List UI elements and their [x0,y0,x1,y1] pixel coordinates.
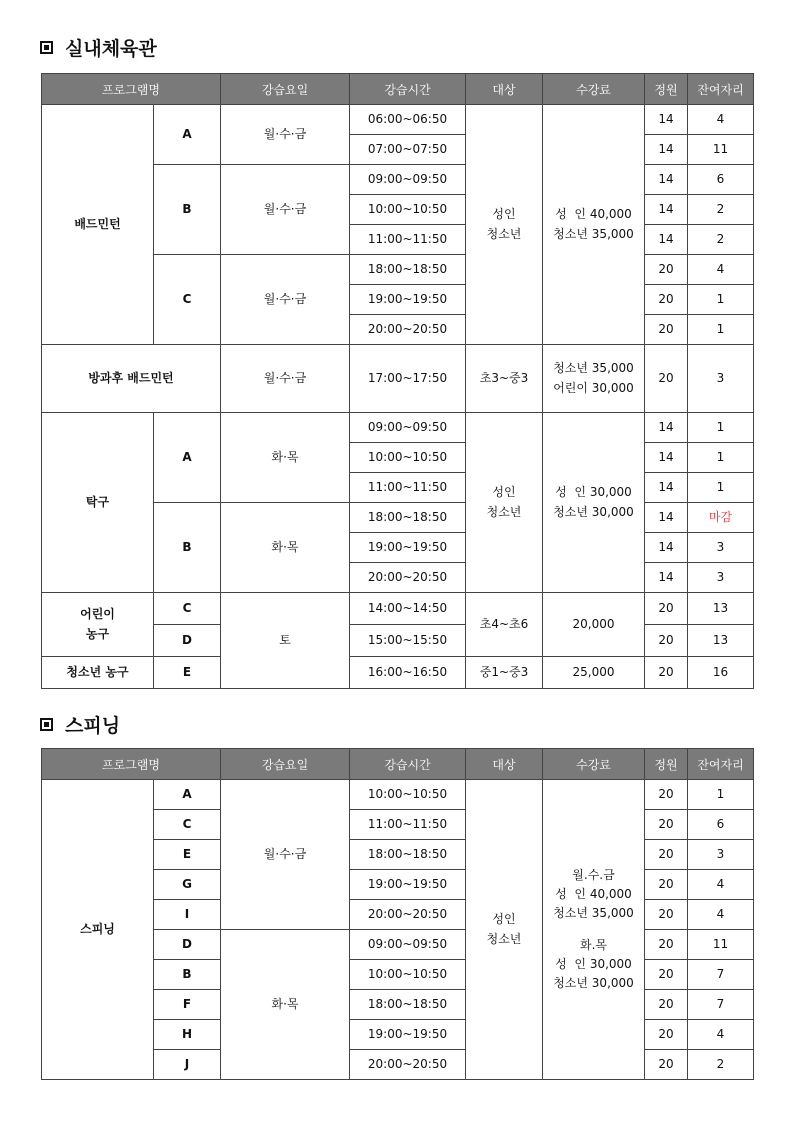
program-name-line: 어린이 [80,607,115,622]
capacity: 14 [645,443,688,473]
remaining: 3 [688,840,754,870]
fee-line: 월.수.금 [572,867,615,882]
remaining: 11 [688,930,754,960]
remaining: 6 [688,165,754,195]
remaining: 4 [688,870,754,900]
section-title-gym [40,34,157,61]
capacity: 14 [645,165,688,195]
remaining: 1 [688,780,754,810]
remaining: 2 [688,195,754,225]
program-name-spinning: 스피닝 [42,780,154,1080]
class-time: 19:00~19:50 [350,1020,466,1050]
capacity: 20 [645,1050,688,1080]
square-bullet-icon [40,718,53,731]
target-line: 성인 [492,912,516,927]
program-name-teen-basketball: 청소년 농구 [42,657,154,689]
class-days: 월·수·금 [221,255,350,345]
class-time: 11:00~11:50 [350,225,466,255]
class-code: C [154,810,221,840]
capacity: 14 [645,135,688,165]
target-cell: 초4~초6 [466,593,543,657]
fee-cell [543,413,645,593]
class-code: J [154,1050,221,1080]
section-title-text: 실내체육관 [65,38,157,60]
target-line: 청소년 [486,504,522,519]
class-time: 14:00~14:50 [350,593,466,625]
fee-line: 성 인 30,000 [555,485,632,500]
capacity: 20 [645,870,688,900]
target-line: 성인 [492,485,516,500]
capacity: 20 [645,810,688,840]
class-time: 10:00~10:50 [350,195,466,225]
program-name-tabletennis: 탁구 [42,413,154,593]
capacity: 20 [645,315,688,345]
remaining: 4 [688,1020,754,1050]
remaining: 2 [688,225,754,255]
header-remaining: 잔여자리 [688,749,754,780]
capacity: 14 [645,563,688,593]
fee-line: 성 인 40,000 [555,887,632,902]
class-days: 월·수·금 [221,345,350,413]
remaining: 6 [688,810,754,840]
class-time: 11:00~11:50 [350,810,466,840]
fee-spacer [543,924,644,936]
program-name-badminton: 배드민턴 [42,105,154,345]
class-days: 토 [221,593,350,689]
capacity: 20 [645,930,688,960]
capacity: 20 [645,780,688,810]
class-time: 17:00~17:50 [350,345,466,413]
header-capacity: 정원 [645,74,688,105]
section-title-spinning [40,711,120,738]
capacity: 14 [645,105,688,135]
class-code: B [154,503,221,593]
remaining: 4 [688,900,754,930]
class-time: 19:00~19:50 [350,533,466,563]
class-time: 15:00~15:50 [350,625,466,657]
remaining: 7 [688,960,754,990]
class-time: 09:00~09:50 [350,413,466,443]
fee-line: 청소년 30,000 [553,975,634,990]
class-days: 월·수·금 [221,105,350,165]
class-code: A [154,780,221,810]
fee-cell: 20,000 [543,593,645,657]
header-target: 대상 [466,74,543,105]
remaining: 4 [688,105,754,135]
remaining: 1 [688,443,754,473]
class-days: 월·수·금 [221,165,350,255]
square-bullet-icon [40,41,53,54]
target-cell: 중1~중3 [466,657,543,689]
table-row [42,593,754,625]
target-line: 청소년 [486,226,522,241]
class-time: 07:00~07:50 [350,135,466,165]
class-time: 10:00~10:50 [350,443,466,473]
class-code: E [154,840,221,870]
class-time: 20:00~20:50 [350,900,466,930]
class-code: E [154,657,221,689]
class-code: A [154,105,221,165]
capacity: 14 [645,533,688,563]
class-time: 10:00~10:50 [350,780,466,810]
fee-cell [543,105,645,345]
class-code: G [154,870,221,900]
class-time: 09:00~09:50 [350,930,466,960]
section-title-text: 스피닝 [65,715,121,737]
remaining-closed-badge: 마감 [688,503,754,533]
class-time: 09:00~09:50 [350,165,466,195]
header-program: 프로그램명 [42,74,221,105]
fee-line: 청소년 35,000 [553,361,634,376]
capacity: 14 [645,225,688,255]
header-fee: 수강료 [543,749,645,780]
header-days: 강습요일 [221,74,350,105]
gym-schedule-table [41,73,754,689]
class-code: H [154,1020,221,1050]
header-fee: 수강료 [543,74,645,105]
program-name-kids-basketball [42,593,154,657]
fee-line: 청소년 35,000 [553,906,634,921]
class-days: 화·목 [221,930,350,1080]
capacity: 20 [645,990,688,1020]
remaining: 3 [688,345,754,413]
remaining: 11 [688,135,754,165]
capacity: 20 [645,345,688,413]
table-header-row [42,749,754,780]
class-time: 19:00~19:50 [350,870,466,900]
class-code: D [154,625,221,657]
class-time: 11:00~11:50 [350,473,466,503]
class-code: C [154,255,221,345]
header-days: 강습요일 [221,749,350,780]
header-time: 강습시간 [350,74,466,105]
class-time: 18:00~18:50 [350,990,466,1020]
capacity: 20 [645,657,688,689]
remaining: 1 [688,413,754,443]
remaining: 3 [688,563,754,593]
class-time: 19:00~19:50 [350,285,466,315]
remaining: 1 [688,315,754,345]
class-time: 20:00~20:50 [350,315,466,345]
target-line: 성인 [492,207,516,222]
class-days: 화·목 [221,503,350,593]
fee-line: 청소년 35,000 [553,226,634,241]
table-header-row [42,74,754,105]
program-name-afterschool: 방과후 배드민턴 [42,345,221,413]
spinning-schedule-table [41,748,754,1080]
class-code: F [154,990,221,1020]
fee-line: 화.목 [580,937,607,952]
capacity: 14 [645,195,688,225]
table-row [42,105,754,135]
remaining: 2 [688,1050,754,1080]
remaining: 4 [688,255,754,285]
remaining: 13 [688,625,754,657]
class-code: B [154,960,221,990]
capacity: 14 [645,473,688,503]
target-cell [466,413,543,593]
capacity: 20 [645,1020,688,1050]
remaining: 13 [688,593,754,625]
remaining: 7 [688,990,754,1020]
table-row [42,345,754,413]
capacity: 20 [645,593,688,625]
fee-cell: 25,000 [543,657,645,689]
fee-line: 청소년 30,000 [553,504,634,519]
header-remaining: 잔여자리 [688,74,754,105]
class-code: D [154,930,221,960]
class-code: A [154,413,221,503]
remaining: 1 [688,285,754,315]
target-cell [466,105,543,345]
header-time: 강습시간 [350,749,466,780]
capacity: 20 [645,900,688,930]
target-line: 청소년 [486,931,522,946]
target-cell: 초3~중3 [466,345,543,413]
capacity: 20 [645,960,688,990]
capacity: 20 [645,840,688,870]
class-code: B [154,165,221,255]
class-time: 18:00~18:50 [350,503,466,533]
class-time: 16:00~16:50 [350,657,466,689]
capacity: 20 [645,285,688,315]
table-row [42,413,754,443]
header-program: 프로그램명 [42,749,221,780]
capacity: 20 [645,625,688,657]
capacity: 14 [645,503,688,533]
header-target: 대상 [466,749,543,780]
class-time: 20:00~20:50 [350,1050,466,1080]
program-name-line: 농구 [85,626,110,641]
fee-line: 성 인 40,000 [555,207,632,222]
remaining: 3 [688,533,754,563]
class-code: C [154,593,221,625]
table-row [42,657,754,689]
table-row [42,780,754,810]
class-time: 10:00~10:50 [350,960,466,990]
header-capacity: 정원 [645,749,688,780]
class-code: I [154,900,221,930]
class-time: 18:00~18:50 [350,255,466,285]
class-days: 월·수·금 [221,780,350,930]
class-time: 18:00~18:50 [350,840,466,870]
fee-line: 어린이 30,000 [553,380,634,395]
fee-line: 성 인 30,000 [555,956,632,971]
class-days: 화·목 [221,413,350,503]
capacity: 14 [645,413,688,443]
remaining: 1 [688,473,754,503]
fee-cell [543,345,645,413]
remaining: 16 [688,657,754,689]
capacity: 20 [645,255,688,285]
class-time: 20:00~20:50 [350,563,466,593]
class-time: 06:00~06:50 [350,105,466,135]
fee-cell [543,780,645,1080]
target-cell [466,780,543,1080]
